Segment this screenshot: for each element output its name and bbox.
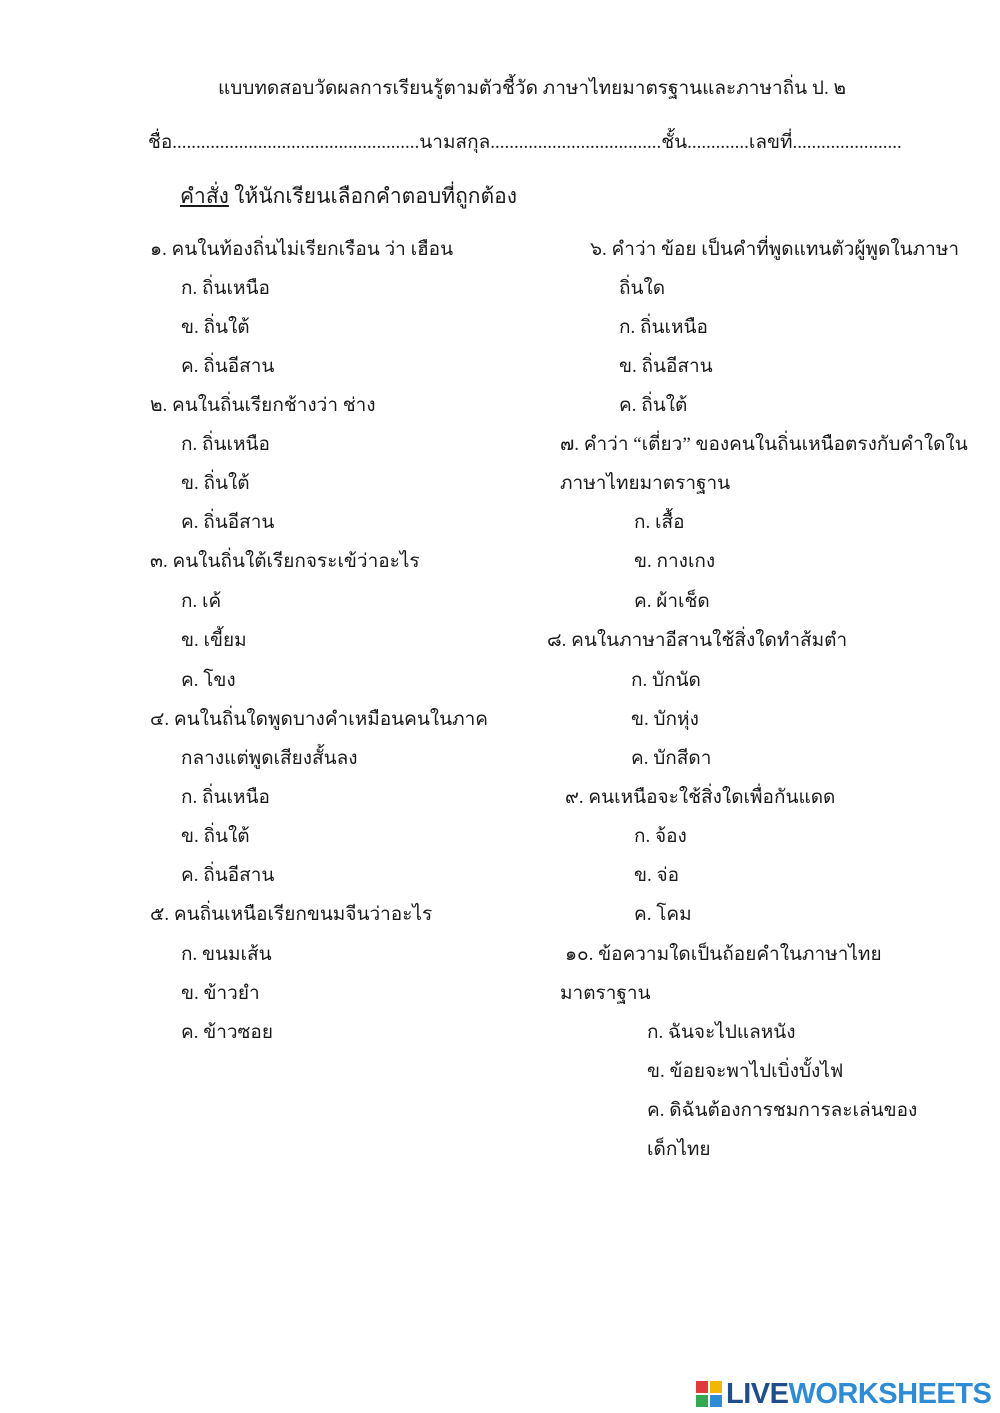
q4-option-c: ค. ถิ่นอีสาน [181,865,275,886]
question-1: ๑. คนในท้องถิ่นไม่เรียกเรือน ว่า เฮือน [150,239,454,260]
instruction [180,184,517,209]
student-info-line: ชื่อ....................................................นามสกุล....................................ชั้น.............เลขที่....................... [148,132,902,153]
q5-option-a: ก. ขนมเส้น [181,944,272,965]
q4-option-b: ข. ถิ่นใต้ [181,826,250,847]
question-7-cont: ภาษาไทยมาตราฐาน [560,473,731,494]
q6-option-c: ค. ถิ่นใต้ [619,395,688,416]
logo-square-4 [710,1395,722,1407]
q7-option-c: ค. ผ้าเช็ด [634,591,710,612]
question-4: ๔. คนในถิ่นใดพูดบางคำเหมือนคนในภาค [150,709,489,730]
question-6-cont: ถิ่นใด [619,278,666,299]
q3-option-b: ข. เขี้ยม [181,630,247,651]
question-3: ๓. คนในถิ่นใต้เรียกจระเข้ว่าอะไร [150,551,420,572]
question-7: ๗. คำว่า “เตี่ยว” ของคนในถิ่นเหนือตรงกับคำใดใน [560,434,968,455]
logo-square-2 [710,1381,722,1393]
q3-option-c: ค. โขง [181,670,236,691]
question-8: ๘. คนในภาษาอีสานใช้สิ่งใดทำส้มตำ [547,630,848,651]
q1-option-c: ค. ถิ่นอีสาน [181,356,275,377]
q1-option-b: ข. ถิ่นใต้ [181,317,250,338]
q7-option-a: ก. เสื้อ [634,512,685,533]
q9-option-a: ก. จ้อง [634,826,687,847]
q8-option-b: ข. บักหุ่ง [631,709,699,730]
q8-option-c: ค. บักสีดา [631,748,712,769]
question-2: ๒. คนในถิ่นเรียกช้างว่า ช่าง [150,395,376,416]
q5-option-c: ค. ข้าวซอย [181,1022,273,1043]
q2-option-b: ข. ถิ่นใต้ [181,473,250,494]
question-10-cont: มาตราฐาน [560,983,651,1004]
question-9: ๙. คนเหนือจะใช้สิ่งใดเพื่อกันแดด [565,787,836,808]
q7-option-b: ข. กางเกง [634,551,716,572]
q9-option-c: ค. โคม [634,904,692,925]
q8-option-a: ก. บักนัด [631,670,701,691]
q1-option-a: ก. ถิ่นเหนือ [181,278,270,299]
brand-text-live: LIVE [726,1377,789,1410]
q2-option-c: ค. ถิ่นอีสาน [181,512,275,533]
q6-option-b: ข. ถิ่นอีสาน [619,356,713,377]
instruction-text: ให้นักเรียนเลือกคำตอบที่ถูกต้อง [228,184,518,208]
q10-option-a: ก. ฉันจะไปแลหนัง [647,1022,796,1043]
question-4-cont: กลางแต่พูดเสียงสั้นลง [181,748,358,769]
q10-option-b: ข. ข้อยจะพาไปเบิ่งบั้งไฟ [647,1061,844,1082]
question-5: ๕. คนถิ่นเหนือเรียกขนมจีนว่าอะไร [150,904,433,925]
question-10: ๑๐. ข้อความใดเป็นถ้อยคำในภาษาไทย [565,944,882,965]
q3-option-a: ก. เค้ [181,591,222,612]
logo-square-3 [696,1395,708,1407]
question-6: ๖. คำว่า ข้อย เป็นคำที่พูดแทนตัวผู้พูดในภาษา [590,239,960,260]
brand-text-worksheets: WORKSHEETS [788,1377,992,1410]
q2-option-a: ก. ถิ่นเหนือ [181,434,270,455]
worksheet-title: แบบทดสอบวัดผลการเรียนรู้ตามตัวชี้วัด ภาษาไทยมาตรฐานและภาษาถิ่น ป. ๒ [218,78,846,99]
instruction-label: คำสั่ง [180,184,229,208]
q9-option-b: ข. จ่อ [634,865,680,886]
q4-option-a: ก. ถิ่นเหนือ [181,787,270,808]
q10-option-c: ค. ดิฉันต้องการชมการละเล่นของ [647,1100,918,1121]
logo-square-1 [696,1381,708,1393]
q5-option-b: ข. ข้าวยำ [181,983,260,1004]
liveworksheets-brand[interactable] [696,1376,991,1412]
liveworksheets-logo-icon [696,1381,722,1407]
q6-option-a: ก. ถิ่นเหนือ [619,317,708,338]
q10-option-c-cont: เด็กไทย [647,1139,711,1160]
